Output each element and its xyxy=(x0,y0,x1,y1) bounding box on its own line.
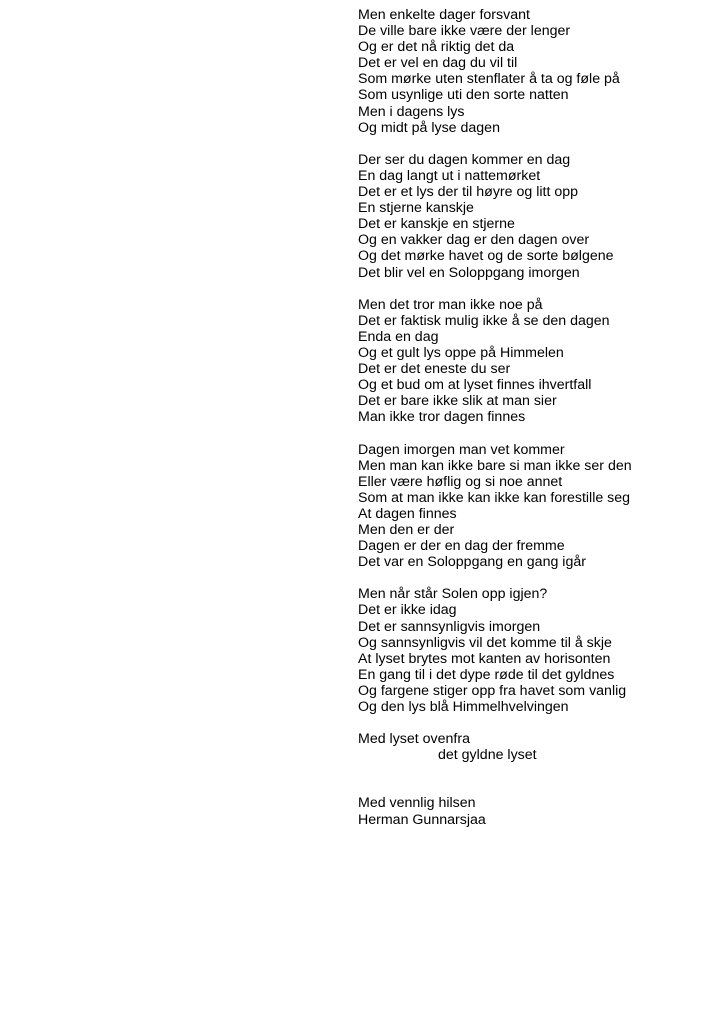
poem-line: Og fargene stiger opp fra havet som vanlig xyxy=(358,682,627,699)
poem-line: Eller være høflig og si noe annet xyxy=(358,473,563,490)
poem-line: At lyset brytes mot kanten av horisonten xyxy=(358,650,611,667)
signature-greeting: Med vennlig hilsen xyxy=(358,795,476,812)
poem-line: Og en vakker dag er den dagen over xyxy=(358,232,590,249)
poem-line: Enda en dag xyxy=(358,328,439,345)
poem-line: En dag langt ut i nattemørket xyxy=(358,167,541,184)
poem-line: Og er det nå riktig det da xyxy=(358,39,515,56)
closing-stanza xyxy=(358,731,698,763)
signature-name: Herman Gunnarsjaa xyxy=(358,811,486,828)
poem-line: Det er det eneste du ser xyxy=(358,361,511,378)
poem-line: Og den lys blå Himmelhvelvingen xyxy=(358,699,569,716)
poem-text xyxy=(358,7,698,828)
poem-line: Det var en Soloppgang en gang igår xyxy=(358,554,586,571)
poem-line: Det er et lys der til høyre og litt opp xyxy=(358,184,578,201)
poem-line: Man ikke tror dagen finnes xyxy=(358,409,526,426)
poem-line: Som mørke uten stenflater å ta og føle på xyxy=(358,71,620,88)
poem-line: Det er sannsynligvis imorgen xyxy=(358,618,541,635)
poem-line: Det blir vel en Soloppgang imorgen xyxy=(358,264,580,281)
poem-line: Men det tror man ikke noe på xyxy=(358,296,543,313)
poem-line: Og midt på lyse dagen xyxy=(358,119,500,136)
signature-block xyxy=(358,795,698,827)
poem-line: En stjerne kanskje xyxy=(358,200,474,217)
stanza-3 xyxy=(358,297,698,426)
poem-line: Dagen imorgen man vet kommer xyxy=(358,441,565,458)
poem-line: Men enkelte dager forsvant xyxy=(358,7,530,23)
poem-line: Det er vel en dag du vil til xyxy=(358,55,518,72)
poem-line: Det er faktisk mulig ikke å se den dagen xyxy=(358,312,610,329)
stanza-1 xyxy=(358,7,698,136)
poem-line: En gang til i det dype røde til det gyldnes xyxy=(358,666,615,683)
closing-line: Med lyset ovenfra xyxy=(358,731,470,748)
stanza-2 xyxy=(358,152,698,281)
poem-line: Og det mørke havet og de sorte bølgene xyxy=(358,248,614,265)
poem-line: Det er ikke idag xyxy=(358,602,457,619)
poem-line: Og et gult lys oppe på Himmelen xyxy=(358,344,564,361)
poem-line: Men når står Solen opp igjen? xyxy=(358,586,548,603)
poem-line: Det er bare ikke slik at man sier xyxy=(358,393,557,410)
poem-line: Men den er der xyxy=(358,522,455,538)
stanza-4 xyxy=(358,442,698,571)
poem-line: Men man kan ikke bare si man ikke ser den xyxy=(358,457,632,474)
poem-line: Som at man ikke kan ikke kan forestille seg xyxy=(358,489,631,506)
poem-line: Der ser du dagen kommer en dag xyxy=(358,151,571,168)
poem-line: Dagen er der en dag der fremme xyxy=(358,538,565,555)
poem-line: Som usynlige uti den sorte natten xyxy=(358,87,569,104)
poem-line: Men i dagens lys xyxy=(358,103,465,120)
poem-line: De ville bare ikke være der lenger xyxy=(358,23,571,40)
poem-line: At dagen finnes xyxy=(358,505,457,522)
poem-line: Og sannsynligvis vil det komme til å skje xyxy=(358,634,612,651)
stanza-5 xyxy=(358,586,698,715)
closing-indented-line: det gyldne lyset xyxy=(438,747,537,764)
poem-line: Det er kanskje en stjerne xyxy=(358,216,515,233)
poem-line: Og et bud om at lyset finnes ihvertfall xyxy=(358,377,592,394)
